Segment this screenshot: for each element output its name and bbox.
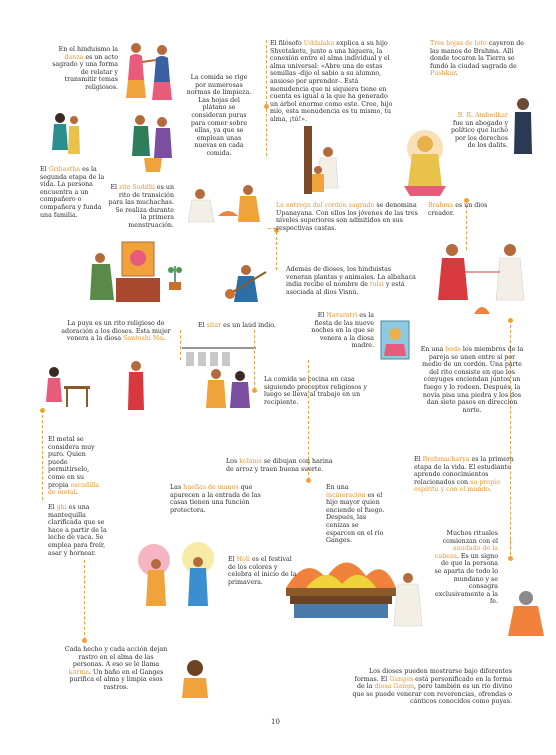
family-illustration <box>128 112 178 174</box>
sitar-caption: El sitar es un laúd indio. <box>198 322 276 329</box>
karma-man-illustration <box>178 658 212 700</box>
sadhu-illustration <box>504 588 548 638</box>
connector-line <box>42 410 43 500</box>
connector-line <box>276 232 277 270</box>
navaratri-caption: El Navaratri es la fiesta de las nueve noches en la que se venera a la diosa madre. <box>311 312 374 350</box>
suddhi-caption: El rito Suddhi es un rito de transición para las muchachas. Se realiza durante la primera menstruación. <box>108 184 174 229</box>
tulsi-plant-illustration <box>166 262 184 290</box>
lotus-leaves-caption: Tres hojas de loto cayeron de las manos de Brahma. Allí donde tocaron la Tierra se fundó la ciudad sagrada de Pushkar. <box>430 40 525 78</box>
connector-dot <box>264 104 269 109</box>
connector-dot <box>40 408 45 413</box>
ganges-caption: Los dioses pueden mostrarse bajo diferentes formas. El Ganges está personificado en la forma de la diosa Ganga, pero también es un río divino que se puede venerar con reverencias, ofrendas o cánticos conocidos como puyas. <box>352 668 512 706</box>
brahma-illustration <box>400 126 450 198</box>
cremation-caption: En una incineración es el hijo mayor quien enciende el fuego. Después, las cenizas se esparcen en el río Ganges. <box>326 484 385 545</box>
puja-altar-illustration <box>86 238 170 310</box>
couple-illustration <box>48 110 84 158</box>
brahma-caption: Brahma es un dios creador. <box>428 202 488 217</box>
page-number: 10 <box>271 718 280 726</box>
wedding-couple-illustration <box>430 236 534 316</box>
puja-caption: La puya es un rito religioso de adoración a los dioses. Esta mujer venera a la diosa Santoshi Ma. <box>61 320 171 343</box>
connector-line <box>254 330 255 390</box>
upanayana-caption: La entrega del cordón sagrado se denomina Upanayana. Con ellos los jóvenes de las tres niveles superiores son admitidos en sus respectivas castas. <box>276 202 418 232</box>
girl-at-table-illustration <box>42 362 92 410</box>
connector-line <box>266 40 267 104</box>
ambedkar-portrait <box>512 96 534 156</box>
connector-line <box>180 330 181 360</box>
head-shaving-caption: Muchos rituales comienzan con el anudado de la cabeza. Es un signo de que la persona se aparta de todo lo mundano y se consagra exclusivamente a la fe. <box>434 530 498 606</box>
connector-dot <box>306 478 311 483</box>
grihastha-caption: El Grihastha es la segunda etapa de la vida. La persona encuentra a un compañero o compañera y funda una familia. <box>40 166 105 219</box>
ghi-caption: El ghi es una mantequilla clarificada que se hace a partir de la leche de vaca. Se emplea para freír, asar y hornear. <box>48 504 107 557</box>
dance-caption: En el hinduismo la danza es un acto sagrado y una forma de relatar y transmitir temas religiosos. <box>52 46 118 91</box>
tulsi-caption: Además de dioses, los hinduistas veneran plantas y animales. La albahaca india recibe el nombre de tulsi y está asociada al dios Visnú. <box>286 266 416 296</box>
woman-with-bowl-illustration <box>126 360 146 412</box>
priest-illustration <box>390 570 426 630</box>
holi-caption: El Holi es el festival de los colores y celebra el inicio de la primavera. <box>228 556 297 586</box>
navaratri-goddess-card <box>380 320 410 360</box>
connector-line <box>266 104 267 156</box>
home-cooking-caption: La comida se cocina en casa siguiendo preceptos religiosos y luego se lleva al trabajo en un recipiente. <box>264 376 367 406</box>
connector-dot <box>252 388 257 393</box>
uddalaka-caption: El filósofo Uddalaka explica a su hijo Shvetaketu, junto a una higuera, la conexión entre el alma individual y el alma universal: «Abre una de estas semillas -dijo el sabio a su alumno, ansioso por aprender-. Está menudencia que ni siquiera tiene en cuenta es igual a la que ha generado un árbol enorme como este. Cree, hijo mío, esta menudencia es tu mismo, tu alma, ¡tú!». <box>270 40 393 123</box>
ambedkar-caption: B. R. Ambedkar fue un abogado y político que luchó por los derechos de los dalits. <box>451 112 508 150</box>
kolam-caption: Los kolams se dibujan con harina de arroz y traen buena suerte. <box>226 458 333 473</box>
dancers-illustration <box>118 40 180 104</box>
banana-leaf-caption: La comida se rige por numerosas normas de limpieza. Las hojas del plátano se consideran puras para comer sobre ellas, ya que se emplean unas nuevas en cada comida. <box>186 74 252 157</box>
wedding-caption: En una boda los miembros de la pareja se unen entre sí por medio de un cordón. Una parte del rito consiste en que los cónyuges enciendan juntos un fuego y lo rodeen. Después, la novia pisa una piedra y los dos dan siete pasos en dirección norte. <box>420 346 524 414</box>
connector-dot <box>82 638 87 643</box>
father-son-fig-tree-illustration <box>298 126 348 198</box>
sacred-thread-ceremony-illustration <box>182 180 272 228</box>
metal-bowl-caption: El metal se considera muy puro. Quien puede permitírselo, come en su propia escudilla de metal. <box>48 436 100 497</box>
tiffin-carrier-illustration <box>176 340 262 410</box>
brahmacharya-caption: El Brahmacharya es la primera etapa de la vida. El estudiante aprende conocimientos relacionados con su propio espíritu y con el mundo. <box>414 456 514 494</box>
connector-line <box>84 560 85 640</box>
sitar-player-illustration <box>222 262 270 306</box>
handprints-caption: Las huellas de manos que aparecen a la entrada de las casas tienen una función protectora. <box>170 484 261 514</box>
connector-dot <box>508 556 513 561</box>
holi-celebration-illustration <box>132 540 224 612</box>
karma-caption: Cada hecho y cada acción dejan rastro en el alma de las personas. A eso se le llama karma. Un baño en el Ganges purifica el alma y limpia esos rastros. <box>64 646 168 691</box>
connector-dot <box>508 318 513 323</box>
